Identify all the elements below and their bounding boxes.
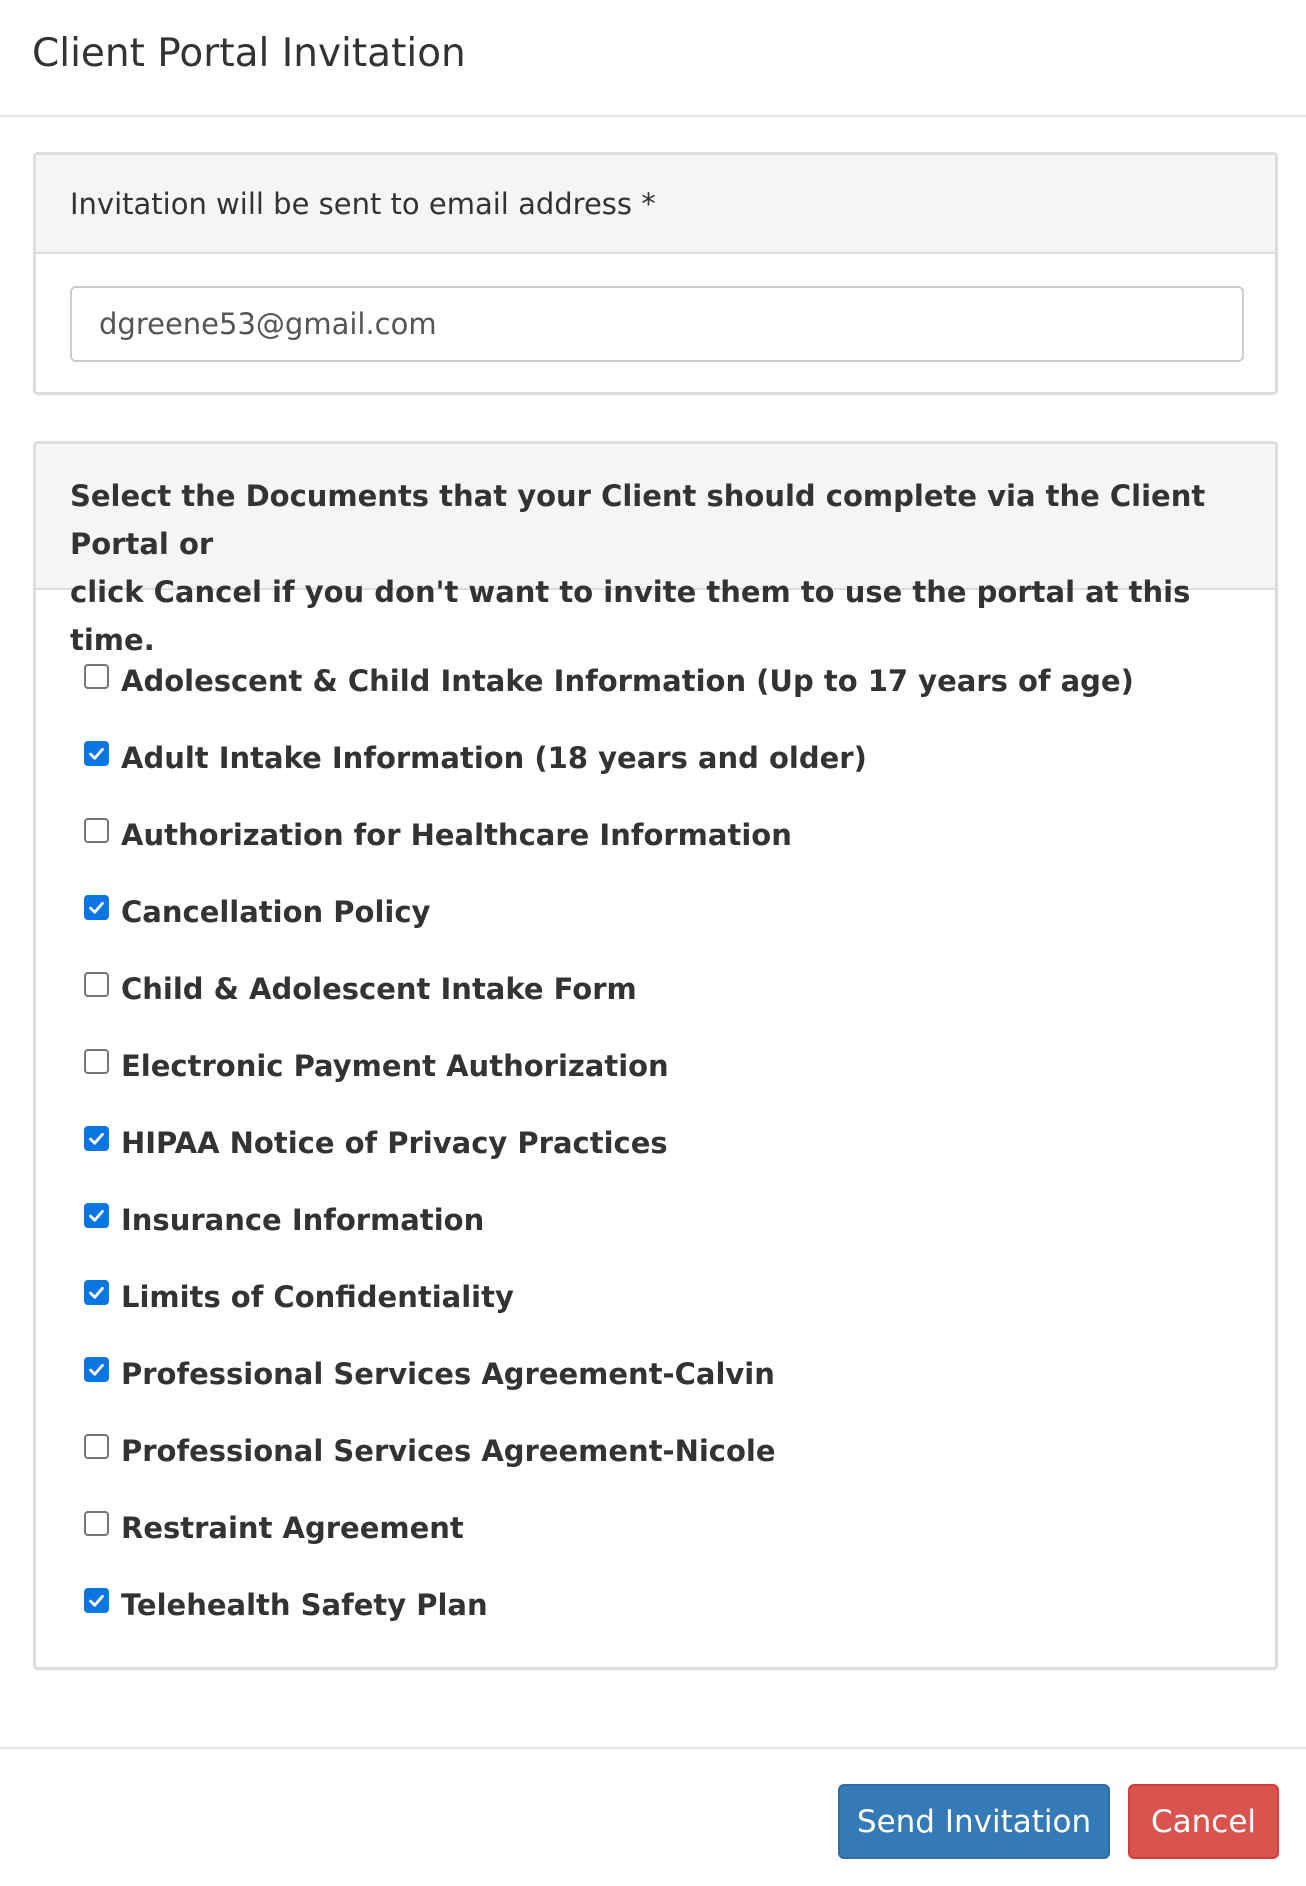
document-label: Adult Intake Information (18 years and older) xyxy=(121,740,867,775)
document-label: Telehealth Safety Plan xyxy=(121,1587,488,1622)
checkmark-icon xyxy=(87,1206,106,1225)
email-panel-heading xyxy=(36,155,1275,254)
document-checkbox[interactable] xyxy=(84,1126,109,1151)
document-item[interactable] xyxy=(84,1335,1134,1412)
document-checkbox[interactable] xyxy=(84,1049,109,1074)
documents-instruction-line-1: Select the Documents that your Client should complete via the Client Portal or xyxy=(70,479,1206,561)
document-item[interactable] xyxy=(84,796,1134,873)
document-item[interactable] xyxy=(84,1258,1134,1335)
checkmark-icon xyxy=(87,1283,106,1302)
document-label: Restraint Agreement xyxy=(121,1510,464,1545)
document-label: Limits of Confidentiality xyxy=(121,1279,514,1314)
document-label: Authorization for Healthcare Information xyxy=(121,817,792,852)
checkmark-icon xyxy=(87,898,106,917)
document-checkbox[interactable] xyxy=(84,664,109,689)
document-label: Electronic Payment Authorization xyxy=(121,1048,669,1083)
document-checkbox[interactable] xyxy=(84,1357,109,1382)
document-item[interactable] xyxy=(84,873,1134,950)
email-input[interactable] xyxy=(70,286,1244,362)
document-checkbox[interactable] xyxy=(84,1434,109,1459)
checkmark-icon xyxy=(87,1129,106,1148)
documents-list xyxy=(84,642,1134,1643)
document-item[interactable] xyxy=(84,1027,1134,1104)
documents-panel xyxy=(33,441,1278,1670)
checkmark-icon xyxy=(87,1591,106,1610)
document-item[interactable] xyxy=(84,1489,1134,1566)
checkmark-icon xyxy=(87,1360,106,1379)
document-item[interactable] xyxy=(84,1412,1134,1489)
document-label: HIPAA Notice of Privacy Practices xyxy=(121,1125,668,1160)
document-label: Insurance Information xyxy=(121,1202,485,1237)
document-item[interactable] xyxy=(84,719,1134,796)
document-checkbox[interactable] xyxy=(84,1588,109,1613)
document-label: Professional Services Agreement-Nicole xyxy=(121,1433,776,1468)
document-item[interactable] xyxy=(84,950,1134,1027)
checkmark-icon xyxy=(87,744,106,763)
modal-header xyxy=(0,0,1306,117)
documents-instruction-line-2: click Cancel if you don't want to invite them to use the portal at this time. xyxy=(70,575,1191,657)
document-item[interactable] xyxy=(84,1104,1134,1181)
document-checkbox[interactable] xyxy=(84,1511,109,1536)
document-item[interactable] xyxy=(84,1566,1134,1643)
document-label: Professional Services Agreement-Calvin xyxy=(121,1356,775,1391)
email-panel xyxy=(33,152,1278,395)
document-label: Cancellation Policy xyxy=(121,894,431,929)
email-panel-heading-text: Invitation will be sent to email address * xyxy=(70,186,656,221)
document-item[interactable] xyxy=(84,1181,1134,1258)
cancel-button[interactable]: Cancel xyxy=(1128,1784,1279,1859)
modal-title: Client Portal Invitation xyxy=(32,31,466,76)
document-item[interactable] xyxy=(84,642,1134,719)
send-invitation-button[interactable]: Send Invitation xyxy=(838,1784,1110,1859)
document-checkbox[interactable] xyxy=(84,972,109,997)
document-checkbox[interactable] xyxy=(84,741,109,766)
document-checkbox[interactable] xyxy=(84,1203,109,1228)
documents-panel-heading xyxy=(36,444,1275,657)
modal-footer xyxy=(0,1747,1306,1886)
document-label: Adolescent & Child Intake Information (Up to 17 years of age) xyxy=(121,663,1134,698)
document-checkbox[interactable] xyxy=(84,895,109,920)
document-label: Child & Adolescent Intake Form xyxy=(121,971,637,1006)
document-checkbox[interactable] xyxy=(84,1280,109,1305)
document-checkbox[interactable] xyxy=(84,818,109,843)
